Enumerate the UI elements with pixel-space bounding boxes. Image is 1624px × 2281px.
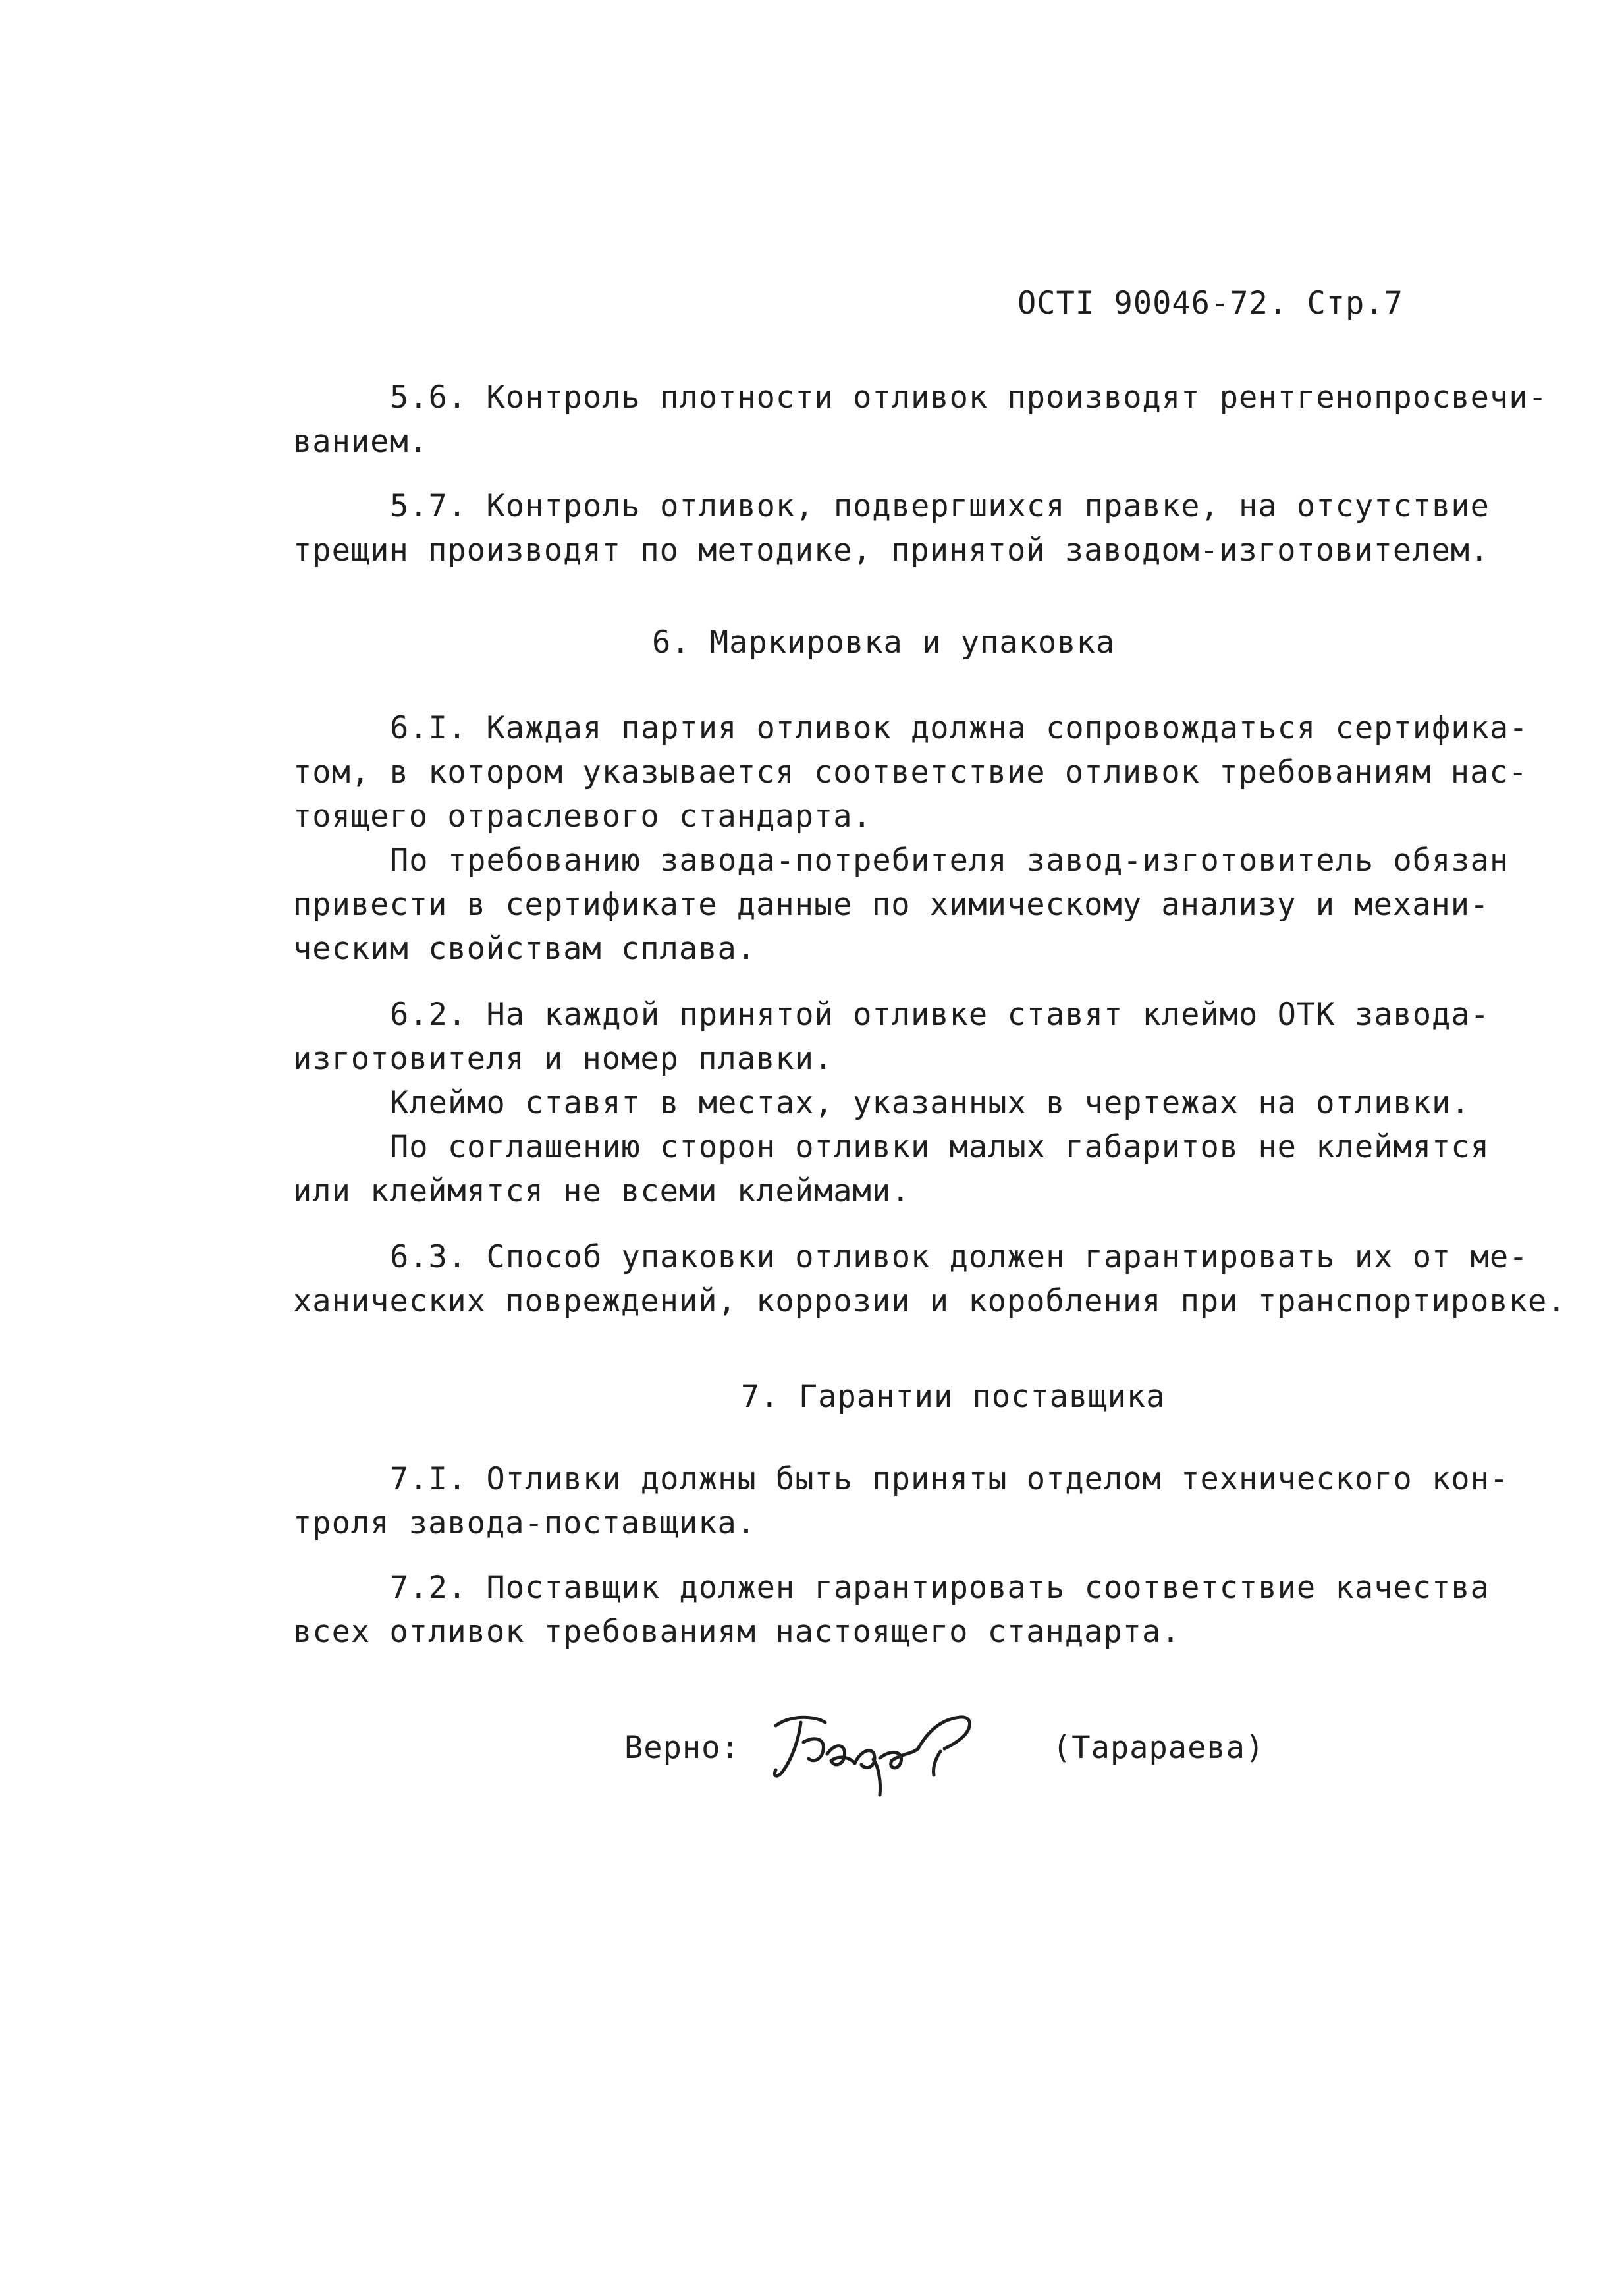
paragraph-5-6-line-2: ванием. — [293, 424, 429, 460]
paragraph-agreement-line-2: или клеймятся не всеми клеймами. — [293, 1173, 911, 1209]
page-header: ОСТI 90046-72. Стр.7 — [1017, 285, 1403, 321]
paragraph-6-2-line-1: 6.2. На каждой принятой отливке ставят клеймо ОТК завода- — [390, 997, 1490, 1033]
paragraph-7-2-line-2: всех отливок требованиям настоящего стандарта. — [293, 1614, 1181, 1650]
paragraph-5-6-line-1: 5.6. Контроль плотности отливок производят рентгенопросвечи- — [390, 379, 1548, 416]
paragraph-7-1-line-2: троля завода-поставщика. — [293, 1505, 757, 1541]
handwritten-signature — [763, 1703, 980, 1801]
section-heading-6: 6. Маркировка и упаковка — [652, 624, 1116, 661]
paragraph-request-line-2: привести в сертификате данные по химическому анализу и механи- — [293, 887, 1490, 923]
paragraph-request-line-1: По требованию завода-потребителя завод-изготовитель обязан — [390, 842, 1509, 879]
signature-label: Верно: — [624, 1730, 740, 1766]
paragraph-7-2-line-1: 7.2. Поставщик должен гарантировать соответствие качества — [390, 1570, 1490, 1606]
paragraph-6-3-line-2: ханических повреждений, коррозии и коробления при транспортировке. — [293, 1283, 1567, 1319]
paragraph-6-1-line-3: тоящего отраслевого стандарта. — [293, 798, 872, 835]
paragraph-5-7-line-1: 5.7. Контроль отливок, подвергшихся правке, на отсутствие — [390, 488, 1490, 524]
paragraph-agreement-line-1: По соглашению сторон отливки малых габаритов не клеймятся — [390, 1129, 1490, 1165]
paragraph-request-line-3: ческим свойствам сплава. — [293, 931, 757, 967]
signer-name: (Тарараева) — [1052, 1730, 1265, 1766]
paragraph-6-3-line-1: 6.3. Способ упаковки отливок должен гарантировать их от ме- — [390, 1239, 1529, 1275]
section-heading-7: 7. Гарантии поставщика — [741, 1379, 1166, 1415]
paragraph-5-7-line-2: трещин производят по методике, принятой заводом-изготовителем. — [293, 532, 1490, 568]
paragraph-6-1-line-2: том, в котором указывается соответствие отливок требованиям нас- — [293, 754, 1528, 790]
paragraph-6-1-line-1: 6.I. Каждая партия отливок должна сопровождаться сертифика- — [390, 710, 1529, 746]
paragraph-stamp-place: Клеймо ставят в местах, указанных в чертежах на отливки. — [390, 1085, 1471, 1121]
paragraph-7-1-line-1: 7.I. Отливки должны быть приняты отделом технического кон- — [390, 1461, 1509, 1497]
paragraph-6-2-line-2: изготовителя и номер плавки. — [293, 1041, 834, 1077]
